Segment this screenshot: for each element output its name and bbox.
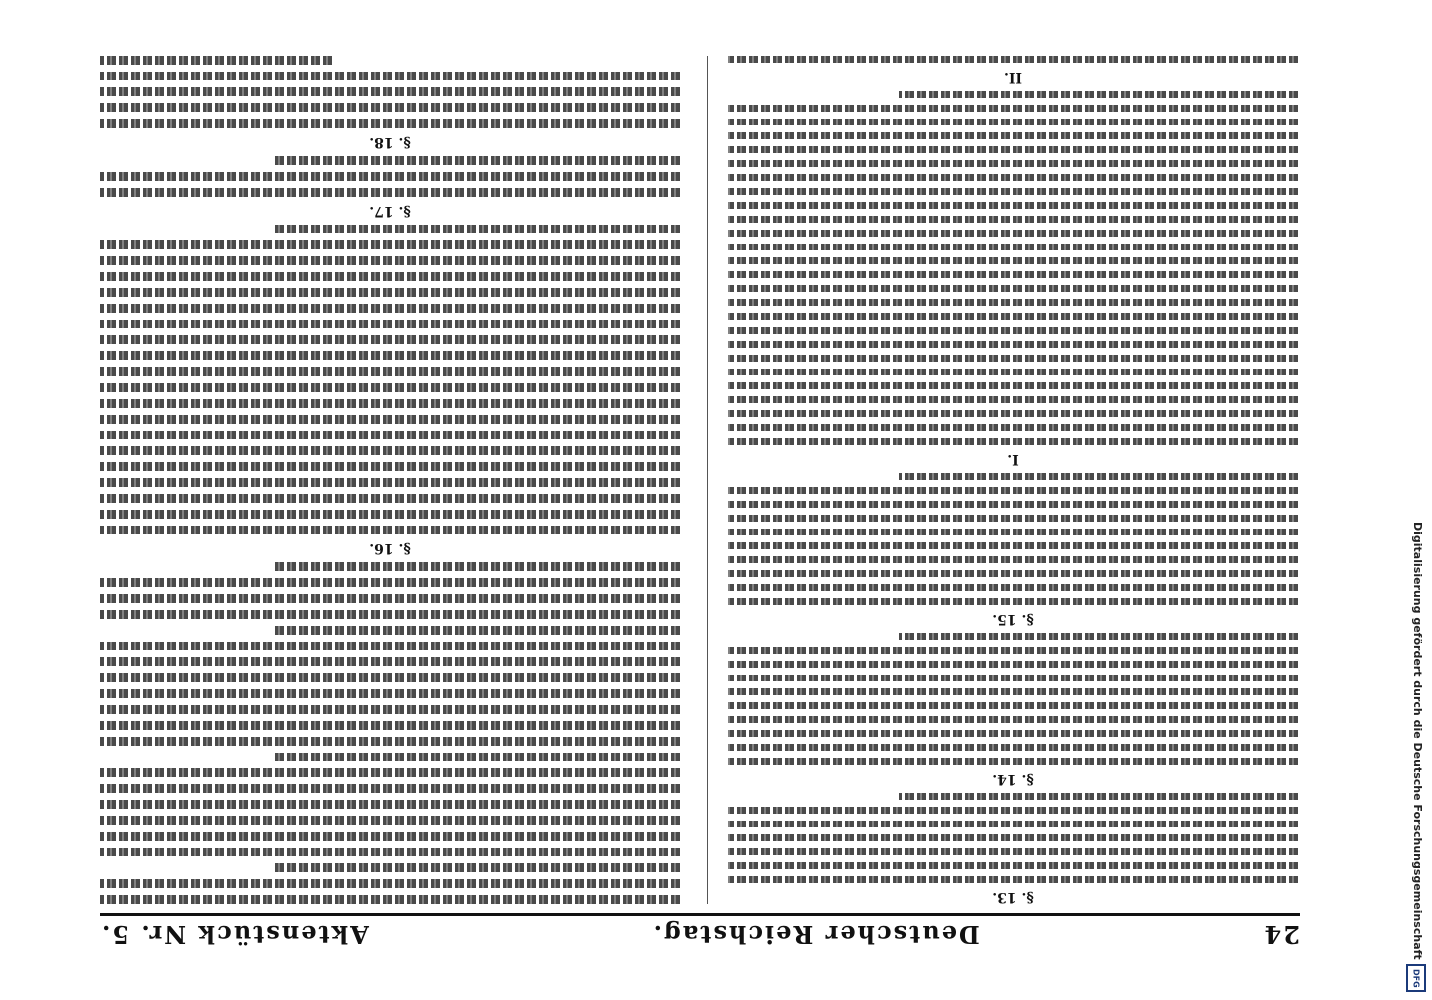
text-line: [728, 257, 1298, 264]
text-line: [274, 156, 680, 165]
text-line: [899, 473, 1298, 480]
text-line: [274, 562, 680, 571]
text-line: [100, 272, 680, 281]
text-line: [100, 188, 680, 197]
text-line: [100, 383, 680, 392]
text-line: [100, 399, 680, 408]
text-line: [728, 716, 1298, 723]
text-line: [100, 768, 680, 777]
text-line: [728, 216, 1298, 223]
text-line: [728, 202, 1298, 209]
text-line: [100, 351, 680, 360]
text-line: [100, 721, 680, 730]
text-line: [728, 285, 1298, 292]
text-line: [728, 730, 1298, 737]
page-number: 24: [1262, 920, 1300, 949]
text-line: [100, 172, 680, 181]
text-line: [100, 879, 680, 888]
text-line: [728, 598, 1298, 605]
text-line: [728, 834, 1298, 841]
text-line: [100, 88, 680, 97]
text-line: [728, 160, 1298, 167]
text-line: [100, 119, 680, 128]
text-line: [100, 56, 332, 65]
text-line: [728, 244, 1298, 251]
text-line: [728, 396, 1298, 403]
text-line: [274, 225, 680, 234]
text-line: [728, 327, 1298, 334]
section-heading: §. 18.: [369, 134, 411, 151]
text-line: [100, 256, 680, 265]
right-column: [100, 56, 680, 904]
text-line: [100, 320, 680, 329]
text-line: [100, 304, 680, 313]
rotated-document-page: [80, 40, 1320, 960]
text-line: [728, 647, 1298, 654]
text-line: [100, 737, 680, 746]
text-line: [728, 313, 1298, 320]
text-line: [728, 702, 1298, 709]
text-line: [728, 848, 1298, 855]
text-line: [100, 689, 680, 698]
text-line: [728, 570, 1298, 577]
text-line: [728, 410, 1298, 417]
text-line: [728, 821, 1298, 828]
text-line: [100, 594, 680, 603]
text-line: [728, 529, 1298, 536]
text-line: [728, 438, 1298, 445]
text-line: [100, 673, 680, 682]
text-line: [100, 784, 680, 793]
text-line: [728, 675, 1298, 682]
text-line: [100, 288, 680, 297]
text-line: [100, 610, 680, 619]
text-line: [100, 494, 680, 503]
text-line: [100, 832, 680, 841]
text-line: [728, 487, 1298, 494]
text-line: [728, 369, 1298, 376]
section-heading: §. 15.: [992, 610, 1034, 627]
text-line: [728, 355, 1298, 362]
text-line: [728, 584, 1298, 591]
section-heading: §. 14.: [992, 770, 1034, 787]
text-line: [100, 895, 680, 904]
text-line: [728, 862, 1298, 869]
header-title: Deutscher Reichstag.: [651, 920, 980, 949]
text-line: [728, 299, 1298, 306]
section-heading: §. 13.: [992, 889, 1034, 905]
section-heading: §. 16.: [369, 540, 411, 557]
text-line: [728, 271, 1298, 278]
text-line: [728, 542, 1298, 549]
text-line: [100, 848, 680, 857]
text-line: [100, 103, 680, 112]
text-line: [100, 431, 680, 440]
text-line: [100, 72, 680, 81]
text-line: [100, 705, 680, 714]
text-line: [728, 341, 1298, 348]
text-line: [100, 335, 680, 344]
text-line: [100, 367, 680, 376]
text-line: [728, 758, 1298, 765]
text-line: [728, 230, 1298, 237]
text-line: [899, 91, 1298, 98]
text-line: [100, 510, 680, 519]
text-line: [274, 863, 680, 872]
text-line: [899, 793, 1298, 800]
text-line: [100, 240, 680, 249]
text-line: [899, 633, 1298, 640]
header-document-number: Aktenstück Nr. 5.: [100, 920, 369, 949]
text-line: [728, 119, 1298, 126]
text-line: [100, 816, 680, 825]
text-line: [728, 383, 1298, 390]
digitization-credit: Digitalisierung gefördert durch die Deutsche Forschungsgemeinschaft: [1411, 522, 1424, 960]
text-line: [274, 626, 680, 635]
page-header: [100, 913, 1300, 960]
left-column: [728, 56, 1298, 904]
text-line: [100, 658, 680, 667]
text-line: [728, 105, 1298, 112]
text-line: [100, 478, 680, 487]
text-line: [728, 515, 1298, 522]
text-line: [728, 876, 1298, 883]
section-heading: §. 17.: [369, 202, 411, 219]
text-line: [100, 446, 680, 455]
text-line: [728, 501, 1298, 508]
text-line: [100, 800, 680, 809]
section-heading: I.: [1007, 450, 1019, 467]
text-line: [100, 578, 680, 587]
text-line: [728, 424, 1298, 431]
text-line: [100, 642, 680, 651]
text-line: [728, 661, 1298, 668]
section-heading: II.: [1004, 68, 1022, 85]
text-line: [728, 744, 1298, 751]
text-line: [100, 526, 680, 535]
column-divider: [707, 56, 708, 904]
text-line: [728, 146, 1298, 153]
text-line: [274, 753, 680, 762]
text-line: [728, 556, 1298, 563]
text-line: [728, 174, 1298, 181]
text-line: [728, 132, 1298, 139]
text-line: [728, 56, 1298, 63]
text-line: [728, 188, 1298, 195]
text-line: [728, 688, 1298, 695]
dfg-logo-icon: DFG: [1406, 964, 1426, 992]
text-line: [100, 415, 680, 424]
text-line: [728, 807, 1298, 814]
text-line: [100, 462, 680, 471]
